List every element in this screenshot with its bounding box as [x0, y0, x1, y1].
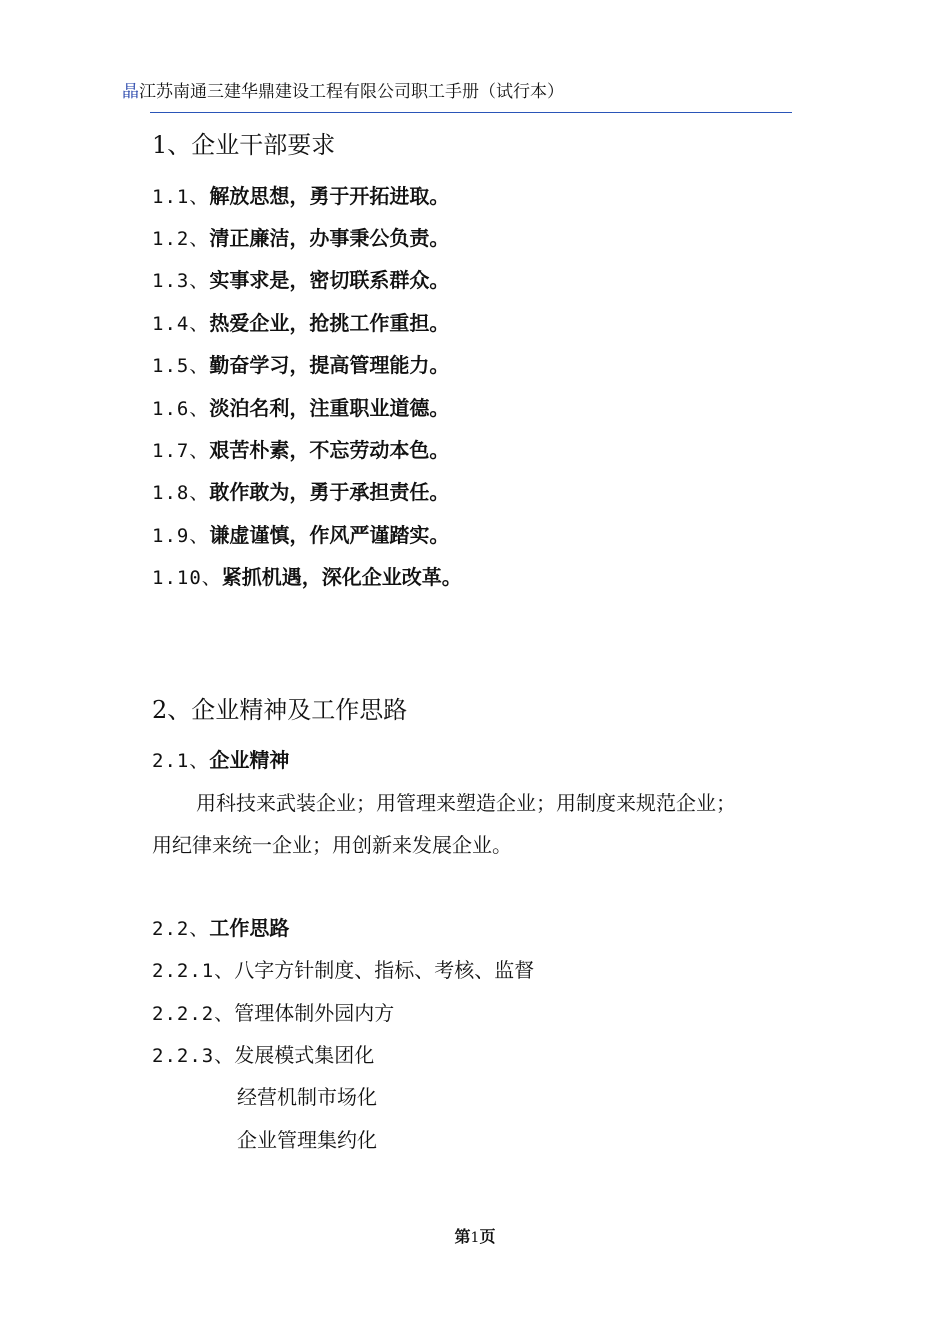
item-number: 1.7、 [152, 440, 210, 462]
subsection-title: 工作思路 [209, 916, 290, 940]
running-header [122, 80, 792, 104]
item-text: 清正廉洁，办事秉公负责。 [209, 226, 450, 250]
item-number: 1.5、 [152, 355, 210, 377]
header-title: 江苏南通三建华鼎建设工程有限公司职工手册（试行本） [139, 82, 564, 102]
item-number: 2.2.2、 [152, 1003, 235, 1025]
subsection-number: 2.2、 [152, 918, 210, 940]
item-text: 淡泊名利，注重职业道德。 [209, 396, 450, 420]
item-number: 2.2.3、 [152, 1045, 235, 1067]
list-item [152, 309, 449, 338]
section-1-heading: 1、企业干部要求 [152, 131, 336, 159]
subsection-title: 企业精神 [209, 748, 290, 772]
subsection-heading [152, 746, 289, 775]
item-number: 1.4、 [152, 313, 210, 335]
list-item [152, 563, 462, 592]
item-text: 艰苦朴素，不忘劳动本色。 [209, 438, 450, 462]
item-text: 发展模式集团化 [234, 1043, 375, 1067]
list-item [152, 266, 449, 295]
item-number: 1.10、 [152, 567, 222, 589]
item-number: 1.6、 [152, 398, 210, 420]
header-divider [150, 112, 792, 113]
item-text: 管理体制外园内方 [234, 1001, 395, 1025]
item-text: 敢作敢为，勇于承担责任。 [209, 480, 450, 504]
paragraph-line: 用科技来武装企业；用管理来塑造企业；用制度来规范企业； [196, 791, 736, 815]
item-text: 热爱企业，抢挑工作重担。 [209, 311, 450, 335]
list-item [152, 956, 534, 985]
subsection-heading [152, 914, 289, 943]
paragraph-line: 用纪律来统一企业；用创新来发展企业。 [152, 833, 512, 857]
item-text: 解放思想，勇于开拓进取。 [209, 184, 450, 208]
list-item [152, 394, 449, 423]
page-suffix: 页 [479, 1227, 496, 1246]
page-number: 1 [470, 1230, 480, 1246]
item-text: 勤奋学习，提高管理能力。 [209, 353, 450, 377]
item-number: 1.3、 [152, 270, 210, 292]
list-item [152, 436, 449, 465]
list-item [152, 1041, 374, 1070]
list-item [152, 999, 394, 1028]
page-prefix: 第 [454, 1227, 471, 1246]
list-item [152, 182, 449, 211]
list-item [152, 224, 449, 253]
item-number: 1.9、 [152, 525, 210, 547]
item-text: 谦虚谨慎，作风严谨踏实。 [209, 523, 450, 547]
subsection-number: 2.1、 [152, 750, 210, 772]
company-logo-char: 晶 [122, 82, 139, 102]
list-item [152, 478, 449, 507]
continuation-line: 企业管理集约化 [237, 1128, 377, 1152]
item-number: 1.2、 [152, 228, 210, 250]
list-item [152, 521, 449, 550]
item-text: 紧抓机遇，深化企业改革。 [221, 565, 462, 589]
continuation-line: 经营机制市场化 [237, 1085, 377, 1109]
list-item [152, 351, 449, 380]
item-text: 八字方针制度、指标、考核、监督 [234, 958, 535, 982]
item-number: 1.1、 [152, 186, 210, 208]
section-2-heading: 2、企业精神及工作思路 [152, 696, 408, 724]
item-number: 2.2.1、 [152, 960, 235, 982]
item-text: 实事求是，密切联系群众。 [209, 268, 450, 292]
item-number: 1.8、 [152, 482, 210, 504]
page-footer [0, 1224, 950, 1247]
